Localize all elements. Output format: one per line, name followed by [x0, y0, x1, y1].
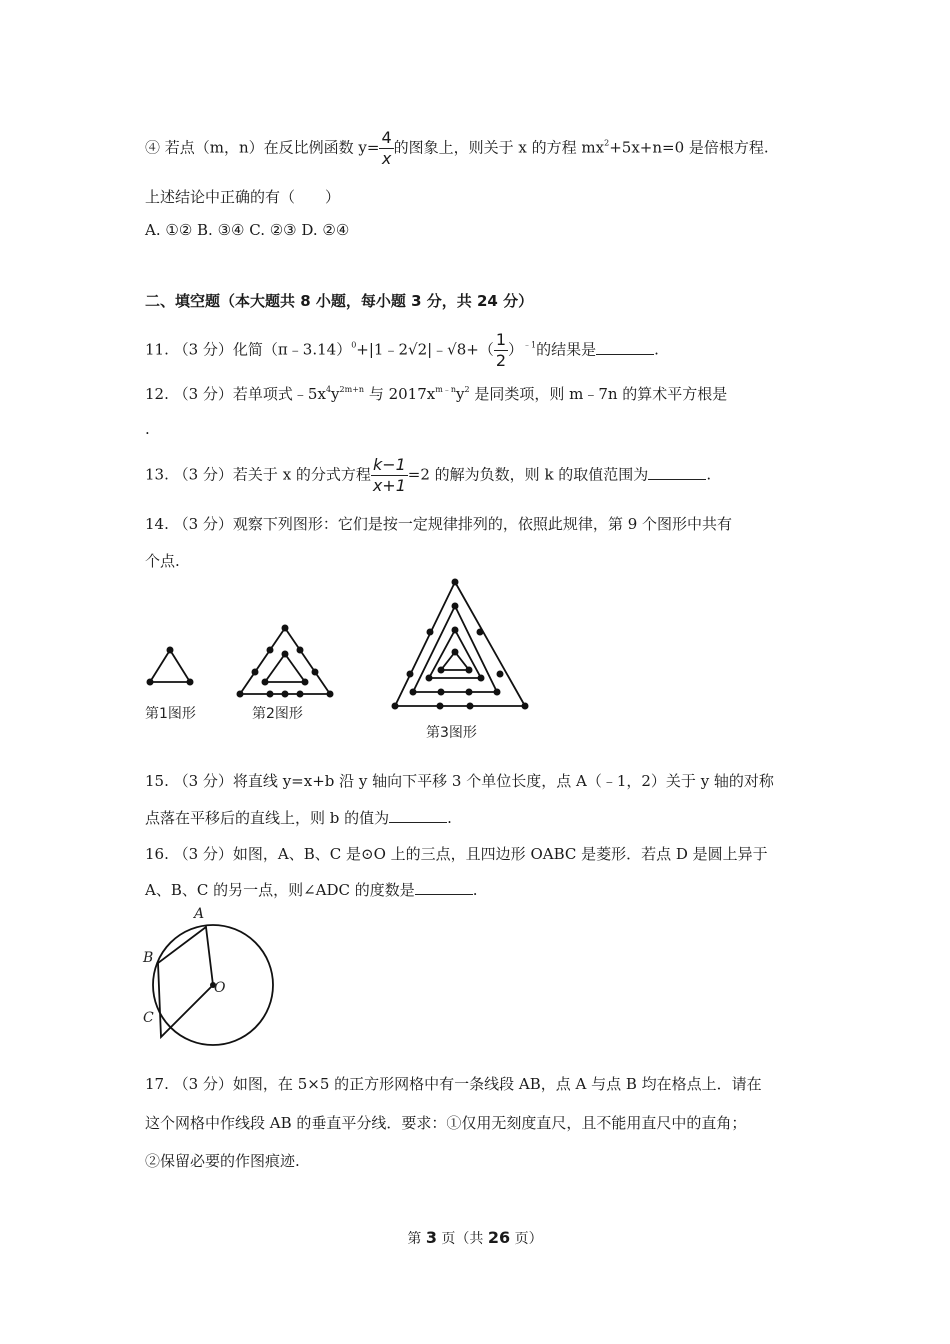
q10-statement-4	[145, 128, 769, 169]
q13-num: k−1	[372, 455, 406, 474]
q10-sup: 2	[604, 138, 610, 148]
q10-frac-den: x	[381, 149, 392, 168]
q12-e: 是同类项，则 m﹣7n 的算术平方根是	[469, 385, 728, 403]
q11-c: ）	[508, 340, 524, 359]
q14-fig3-label: 第3图形	[426, 725, 477, 741]
footer-pre: 第	[407, 1231, 426, 1247]
q17-line1: 17. （3 分）如图，在 5×5 的正方形网格中有一条线段 AB，点 A 与点 B 均在格点上．请在	[145, 1075, 762, 1093]
q12-s1: 4	[325, 385, 332, 394]
q11: 11. （3 分）化简（π﹣3.14）$^0$+|1﹣2√2|﹣√8+（ $\frac{1}{2}$ ）$^{﹣1}$的结果是 .	[145, 330, 659, 370]
q15-text: 点落在平移后的直线上，则 b 的值为	[145, 809, 390, 827]
q11-half-den: 2	[495, 351, 507, 370]
q14-fig2-label: 第2图形	[252, 706, 303, 722]
q12-s2: 2m+n	[339, 385, 365, 394]
q14-figure-3	[385, 574, 535, 714]
q11-d: 的结果是	[536, 340, 597, 359]
q11-a: 11. （3 分）化简（π﹣3.14）	[145, 340, 352, 359]
q16-label-b: B	[143, 950, 154, 966]
q15-line2: 点落在平移后的直线上，则 b 的值为 .	[145, 809, 452, 827]
q14-line2: 个点.	[145, 552, 180, 570]
q10-text-a: ④ 若点（m，n）在反比例函数 y=	[145, 138, 380, 157]
q11-blank	[596, 342, 654, 355]
q12-a: 12. （3 分）若单项式﹣5x	[145, 385, 326, 403]
footer-total-pages: 26	[487, 1228, 511, 1247]
q13-blank	[648, 467, 706, 480]
q16-line1: 16. （3 分）如图，A、B、C 是⊙O 上的三点，且四边形 OABC 是菱形．若点 D 是圆上异于	[145, 845, 768, 863]
footer-post: 页）	[510, 1231, 543, 1247]
q17-line3: ②保留必要的作图痕迹.	[145, 1152, 300, 1170]
q13-a: 13. （3 分）若关于 x 的分式方程	[145, 465, 371, 484]
footer-mid: 页（共	[436, 1231, 488, 1247]
q16-label-c: C	[143, 1010, 154, 1026]
q10-prompt: 上述结论中正确的有（ ）	[145, 188, 341, 206]
q16-figure	[138, 905, 283, 1055]
footer-page-number: 3	[425, 1228, 437, 1247]
q16-line2: A、B、C 的另一点，则∠ADC 的度数是 .	[145, 881, 478, 899]
q14-line1: 14. （3 分）观察下列图形：它们是按一定规律排列的，依照此规律，第 9 个图形中共有	[145, 515, 733, 533]
q10-text-c: +5x+n=0 是倍根方程.	[609, 138, 769, 157]
q11-b: +|1﹣2√2|﹣√8+（	[356, 340, 494, 359]
q11-supm1: ﹣1	[523, 340, 537, 350]
q14-figure-1	[140, 640, 200, 695]
q13-den: x+1	[372, 476, 406, 495]
q16-text: A、B、C 的另一点，则∠ADC 的度数是	[145, 881, 415, 899]
q14-fig1-label: 第1图形	[145, 706, 196, 722]
q13-b: =2 的解为负数，则 k 的取值范围为	[407, 465, 649, 484]
q16-label-o: O	[214, 980, 226, 996]
q17-line2: 这个网格中作线段 AB 的垂直平分线．要求：①仅用无刻度直尺，且不能用直尺中的直角；	[145, 1114, 747, 1132]
q16-label-a: A	[194, 906, 205, 922]
q12-s3: m﹣n	[435, 385, 456, 394]
q12	[145, 383, 727, 404]
q10-fraction	[379, 128, 393, 169]
q15-blank	[389, 810, 447, 823]
q12-s4: 2	[464, 385, 470, 394]
q10-text-b: 的图象上，则关于 x 的方程 mx	[393, 138, 605, 157]
page-footer	[0, 1228, 950, 1248]
q16-blank	[415, 882, 473, 895]
q12-c: 与 2017x	[364, 385, 436, 403]
q13: 13. （3 分）若关于 x 的分式方程 $\frac{k-1}{x+1}$ =2 的解为负数，则 k 的取值范围为 .	[145, 455, 712, 495]
q12-period: .	[145, 420, 150, 438]
q13-fraction	[371, 455, 408, 496]
section-heading: 二、填空题（本大题共 8 小题，每小题 3 分，共 24 分）	[145, 292, 534, 310]
q12-b: y	[331, 385, 340, 403]
q11-sup0: 0	[351, 340, 357, 350]
q11-half	[494, 330, 508, 371]
q10-options: A. ①② B. ③④ C. ②③ D. ②④	[145, 221, 350, 239]
q12-d: y	[455, 385, 465, 403]
q11-half-num: 1	[495, 330, 507, 349]
q14-figure-2	[232, 620, 342, 700]
q10-frac-num: 4	[381, 128, 392, 147]
q15-line1: 15. （3 分）将直线 y=x+b 沿 y 轴向下平移 3 个单位长度，点 A（﹣1，2）关于 y 轴的对称	[145, 772, 774, 790]
